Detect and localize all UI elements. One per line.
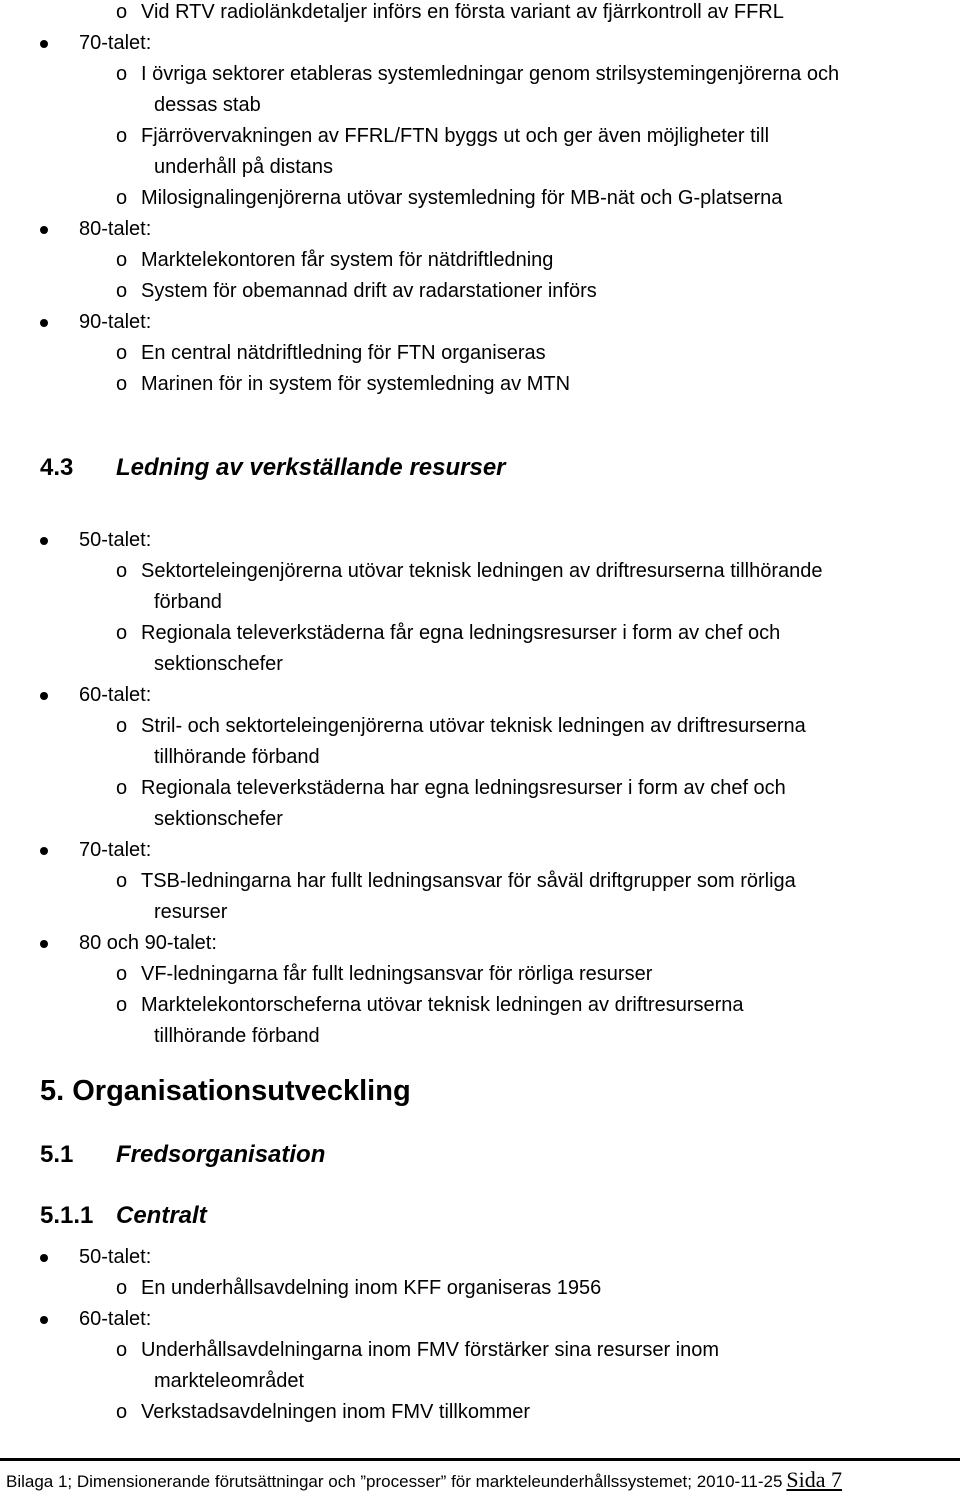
list-item-continuation: resurser [154,901,228,923]
list-item [0,556,960,618]
list-item-continuation: sektionschefer [154,653,283,675]
decade-bullet [0,1242,960,1273]
section-number: 5.1.1 [40,1202,94,1229]
list-item-text: Fjärrövervakningen av FFRL/FTN byggs ut och ger även möjligheter till [141,125,770,147]
section-title: Fredsorganisation [116,1141,326,1168]
top-groups [0,28,960,400]
list-item [0,959,960,990]
bullet-dot-icon [40,40,48,48]
list-item-text: Regionala televerkstäderna får egna ledningsresurser i form av chef och [141,622,781,644]
list-item [0,618,960,680]
decade-bullet [0,928,960,959]
list-item [0,0,960,28]
list-item-text: VF-ledningarna får fullt ledningsansvar för rörliga resurser [141,963,653,985]
list-item [0,1335,960,1397]
decade-label: 80-talet: [79,218,152,240]
section-number: 4.3 [40,454,74,481]
bullet-dot-icon [40,1316,48,1324]
sub-bullet-marker: o [116,249,128,271]
sub-bullet-marker: o [116,373,128,395]
decade-label: 70-talet: [79,839,152,861]
sub-bullet-marker: o [116,187,128,209]
list-item-text: Vid RTV radiolänkdetaljer införs en första variant av fjärrkontroll av FFRL [141,1,784,23]
list-item [0,338,960,369]
bullet-dot-icon [40,940,48,948]
decade-label: 80 och 90-talet: [79,932,217,954]
decade-label: 50-talet: [79,1246,152,1268]
sub-bullet-marker: o [116,715,128,737]
sub-bullet-marker: o [116,622,128,644]
decade-bullet [0,28,960,59]
list-item [0,990,960,1052]
list-item-continuation: markteleområdet [154,1370,305,1392]
section-title: Ledning av verkställande resurser [116,454,506,481]
list-item [0,1397,960,1428]
decade-bullet [0,680,960,711]
list-item [0,866,960,928]
section-heading-5-1-1 [40,1202,207,1230]
sub-bullet-marker: o [116,1401,128,1423]
list-item-text: Marktelekontorscheferna utövar teknisk ledningen av driftresurserna [141,994,744,1016]
decade-bullet [0,525,960,556]
list-item-continuation: sektionschefer [154,808,283,830]
sub-bullet-marker: o [116,63,128,85]
page-footer [6,1467,842,1493]
list-item-text: Marktelekontoren får system för nätdriftledning [141,249,554,271]
sub-bullet-marker: o [116,1277,128,1299]
footer-text: Bilaga 1; Dimensionerande förutsättningar och ”processer” för markteleunderhållssystemet; 2010-11-25 [6,1472,783,1491]
decade-label: 50-talet: [79,529,152,551]
list-item-text: Stril- och sektorteleingenjörerna utövar teknisk ledningen av driftresurserna [141,715,806,737]
list-item [0,121,960,183]
list-item [0,369,960,400]
sub-bullet-marker: o [116,342,128,364]
list-item-text: Milosignalingenjörerna utövar systemledning för MB-nät och G-platserna [141,187,783,209]
list-item-text: TSB-ledningarna har fullt ledningsansvar för såväl driftgrupper som rörliga [141,870,796,892]
sub-bullet-marker: o [116,963,128,985]
list-item [0,276,960,307]
section-heading-4-3 [40,454,506,482]
list-item-continuation: förband [154,591,222,613]
sub-bullet-marker: o [116,870,128,892]
section-5-1-1-list [0,1242,960,1428]
bullet-dot-icon [40,1254,48,1262]
decade-label: 60-talet: [79,684,152,706]
section-title: Organisationsutveckling [72,1075,411,1107]
bullet-dot-icon [40,537,48,545]
bullet-dot-icon [40,692,48,700]
sub-bullet-marker: o [116,125,128,147]
page-number: Sida 7 [786,1467,843,1492]
decade-bullet [0,307,960,338]
sub-bullet-marker: o [116,777,128,799]
list-item-text: Underhållsavdelningarna inom FMV förstärker sina resurser inom [141,1339,720,1361]
list-item-text: Verkstadsavdelningen inom FMV tillkommer [141,1401,531,1423]
list-item-text: System för obemannad drift av radarstationer införs [141,280,597,302]
list-item-continuation: dessas stab [154,94,261,116]
bullet-dot-icon [40,847,48,855]
list-item [0,59,960,121]
decade-label: 60-talet: [79,1308,152,1330]
list-item-text: Marinen för in system för systemledning av MTN [141,373,571,395]
section-4-3-list [0,525,960,1052]
list-item-text: Sektorteleingenjörerna utövar teknisk ledningen av driftresurserna tillhörande [141,560,823,582]
list-item-continuation: underhåll på distans [154,156,334,178]
sub-bullet-marker: o [116,1,128,23]
list-item-text: En central nätdriftledning för FTN organiseras [141,342,546,364]
decade-bullet [0,214,960,245]
decade-bullet [0,1304,960,1335]
section-number: 5. [40,1075,65,1107]
decade-bullet [0,835,960,866]
section-title: Centralt [116,1202,207,1229]
list-item-continuation: tillhörande förband [154,746,320,768]
list-item-text: Regionala televerkstäderna har egna ledningsresurser i form av chef och [141,777,786,799]
list-item-text: I övriga sektorer etableras systemledningar genom strilsystemingenjörerna och [141,63,840,85]
sub-bullet-marker: o [116,560,128,582]
list-item-continuation: tillhörande förband [154,1025,320,1047]
sub-bullet-marker: o [116,1339,128,1361]
list-item [0,711,960,773]
list-item [0,183,960,214]
top-list [0,0,960,28]
list-item [0,773,960,835]
list-item [0,1273,960,1304]
list-item-text: En underhållsavdelning inom KFF organiseras 1956 [141,1277,602,1299]
section-heading-5 [40,1075,411,1108]
bullet-dot-icon [40,226,48,234]
decade-label: 90-talet: [79,311,152,333]
section-number: 5.1 [40,1141,74,1168]
list-item [0,245,960,276]
decade-label: 70-talet: [79,32,152,54]
sub-bullet-marker: o [116,280,128,302]
bullet-dot-icon [40,319,48,327]
footer-rule [0,1458,960,1461]
section-heading-5-1 [40,1141,325,1169]
sub-bullet-marker: o [116,994,128,1016]
